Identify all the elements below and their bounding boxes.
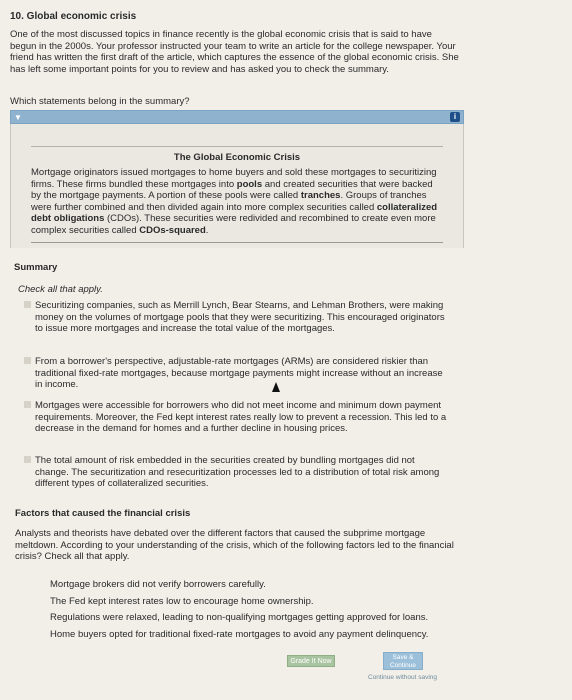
save-continue-button[interactable]: Save & Continue — [383, 652, 423, 670]
article-top-rule — [31, 146, 443, 147]
article-toolbar — [10, 110, 464, 124]
collapse-caret-icon[interactable]: ▼ — [14, 113, 22, 122]
factors-heading: Factors that caused the financial crisis — [15, 508, 191, 519]
factor-option[interactable]: Home buyers opted for traditional fixed-rate mortgages to avoid any payment delinquency. — [50, 629, 429, 640]
checkbox-icon[interactable] — [24, 456, 31, 463]
summary-option[interactable]: The total amount of risk embedded in the securities created by bundling mortgages did not change. The securitization and resecuritization processes led to a distribution of total risk among different types of collateralized securities. — [35, 455, 450, 490]
checkbox-icon[interactable] — [24, 301, 31, 308]
summary-heading: Summary — [14, 262, 58, 273]
checkbox-icon[interactable] — [24, 401, 31, 408]
question-prompt: Which statements belong in the summary? — [10, 96, 190, 107]
summary-option[interactable]: From a borrower's perspective, adjustable-rate mortgages (ARMs) are considered riskier than traditional fixed-rate mortgages, because mortgage payments might increase without an increase in income. — [35, 356, 450, 391]
article-body: Mortgage originators issued mortgages to home buyers and sold these mortgages to securitizing firms. These firms bundled these mortgages into pools and created securities that were backed by the mortgage payments. A portion of these pools were called tranches. Groups of tranches were further combined and then divided again into more complex securities called collateralized debt obligations (CDOs). These securities were redivided and recombined to create even more complex securities called CDOs-squared. — [31, 167, 438, 236]
factors-section — [10, 500, 464, 640]
grade-it-now-button[interactable]: Grade It Now — [287, 655, 335, 667]
summary-option[interactable]: Mortgages were accessible for borrowers who did not meet income and minimum down payment requirements. Moreover, the Fed kept interest rates really low to prevent a recession. This led to a decrease in the demand for homes and a further decline in housing prices. — [35, 400, 450, 435]
continue-without-saving-link[interactable]: Continue without saving — [368, 674, 438, 681]
question-body: One of the most discussed topics in finance recently is the global economic crisis that is said to have begun in the 2000s. Your professor instructed your team to write an article for the college newspaper. Your friend has written the first draft of the article, which captures the essence of the global economic crisis. She has left some important points for you to review and has asked you to check the summary. — [10, 29, 459, 75]
question-title: 10. Global economic crisis — [10, 11, 137, 22]
factor-option[interactable]: The Fed kept interest rates low to encourage home ownership. — [50, 596, 314, 607]
summary-section — [10, 258, 464, 498]
summary-option[interactable]: Securitizing companies, such as Merrill Lynch, Bear Stearns, and Lehman Brothers, were making money on the volumes of mortgage pools that they were securitizing. This encouraged originators to issue more mortgages and increase the total value of the mortgages. — [35, 300, 450, 335]
article-bottom-rule — [31, 242, 443, 243]
article-panel — [10, 124, 464, 248]
factor-option[interactable]: Mortgage brokers did not verify borrowers carefully. — [50, 579, 266, 590]
summary-instruction: Check all that apply. — [18, 284, 103, 295]
mouse-cursor-icon — [272, 382, 280, 392]
info-icon[interactable]: i — [450, 112, 460, 122]
factor-option[interactable]: Regulations were relaxed, leading to non-qualifying mortgages getting approved for loans. — [50, 612, 429, 623]
article-title: The Global Economic Crisis — [173, 152, 301, 163]
factors-body: Analysts and theorists have debated over the different factors that caused the subprime mortgage meltdown. According to your understanding of the crisis, which of the following factors led to the financial crisis? Check all that apply. — [15, 528, 454, 562]
checkbox-icon[interactable] — [24, 357, 31, 364]
